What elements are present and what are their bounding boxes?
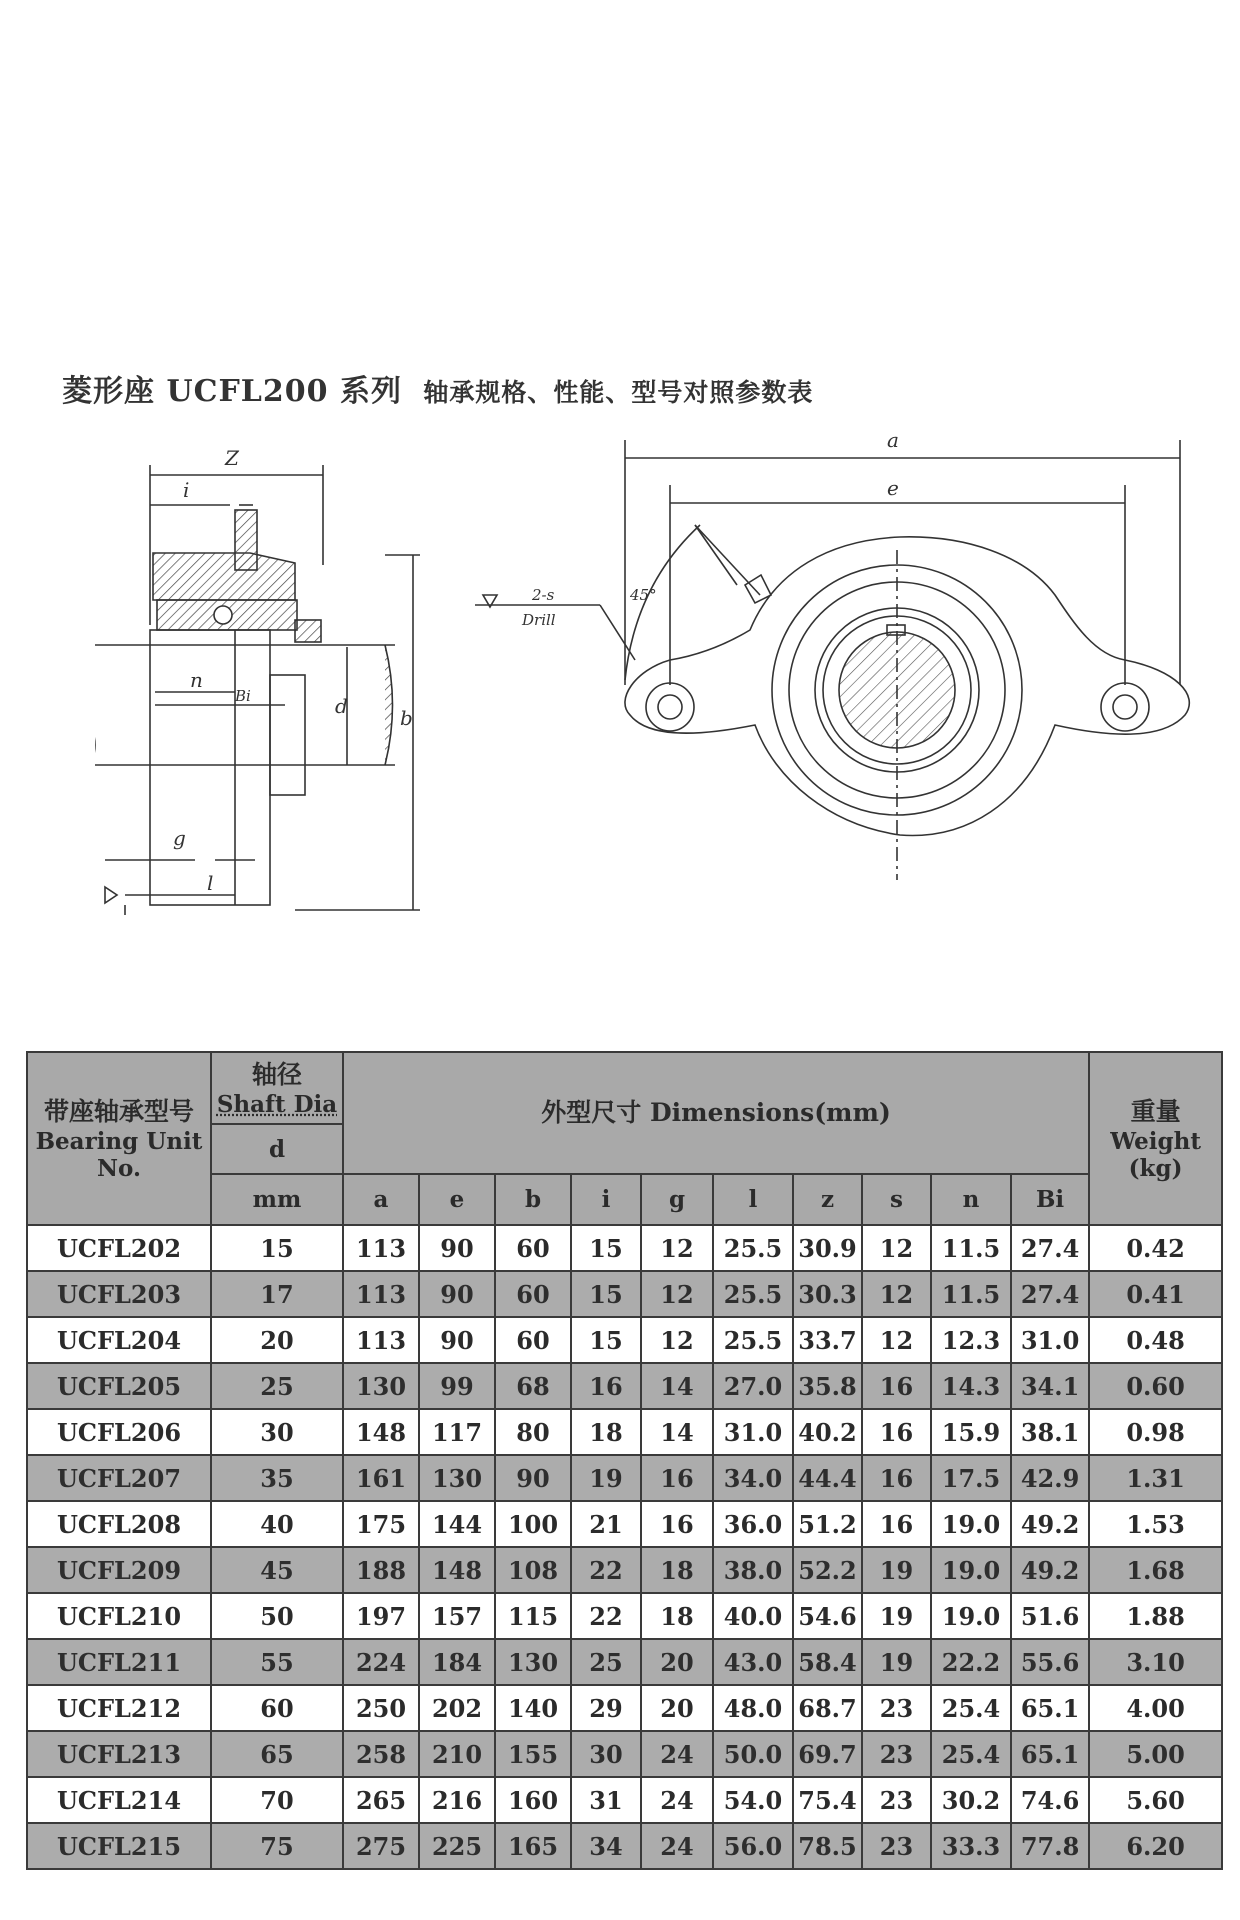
header-weight-cn: 重量 — [1130, 1096, 1181, 1126]
col-header-g: g — [641, 1174, 713, 1225]
cell-weight: 0.41 — [1089, 1271, 1222, 1317]
table-row — [27, 1501, 1222, 1547]
table-row — [27, 1317, 1222, 1363]
cell-bi: 42.9 — [1011, 1455, 1089, 1501]
header-shaft-unit: mm — [211, 1174, 343, 1225]
cell-b: 115 — [495, 1593, 571, 1639]
cell-bi: 74.6 — [1011, 1777, 1089, 1823]
cell-g: 14 — [641, 1363, 713, 1409]
cell-a: 265 — [343, 1777, 419, 1823]
cell-bi: 38.1 — [1011, 1409, 1089, 1455]
cell-e: 216 — [419, 1777, 495, 1823]
cell-i: 34 — [571, 1823, 641, 1869]
dim-label-e: e — [887, 476, 899, 500]
cell-b: 160 — [495, 1777, 571, 1823]
cell-model: UCFL202 — [27, 1225, 211, 1271]
cell-a: 275 — [343, 1823, 419, 1869]
cell-shaft-d: 60 — [211, 1685, 343, 1731]
col-header-s: s — [862, 1174, 931, 1225]
cell-l: 40.0 — [713, 1593, 793, 1639]
cell-i: 31 — [571, 1777, 641, 1823]
cell-e: 210 — [419, 1731, 495, 1777]
cell-z: 51.2 — [793, 1501, 862, 1547]
cell-weight: 6.20 — [1089, 1823, 1222, 1869]
cell-i: 22 — [571, 1547, 641, 1593]
cell-s: 12 — [862, 1317, 931, 1363]
cell-l: 36.0 — [713, 1501, 793, 1547]
table-row — [27, 1777, 1222, 1823]
cell-shaft-d: 25 — [211, 1363, 343, 1409]
cell-z: 30.3 — [793, 1271, 862, 1317]
page-title — [62, 366, 813, 410]
cell-g: 20 — [641, 1685, 713, 1731]
cell-b: 165 — [495, 1823, 571, 1869]
table-row — [27, 1225, 1222, 1271]
cell-b: 80 — [495, 1409, 571, 1455]
cell-g: 12 — [641, 1317, 713, 1363]
cell-s: 16 — [862, 1501, 931, 1547]
cell-l: 50.0 — [713, 1731, 793, 1777]
cell-e: 157 — [419, 1593, 495, 1639]
cell-i: 30 — [571, 1731, 641, 1777]
cell-model: UCFL215 — [27, 1823, 211, 1869]
cell-b: 90 — [495, 1455, 571, 1501]
cell-z: 44.4 — [793, 1455, 862, 1501]
cell-weight: 0.98 — [1089, 1409, 1222, 1455]
table-row — [27, 1639, 1222, 1685]
cell-bi: 65.1 — [1011, 1685, 1089, 1731]
cell-i: 15 — [571, 1317, 641, 1363]
cell-a: 113 — [343, 1225, 419, 1271]
cell-model: UCFL208 — [27, 1501, 211, 1547]
cell-z: 40.2 — [793, 1409, 862, 1455]
header-bearing-unit — [27, 1052, 211, 1225]
cell-n: 19.0 — [931, 1547, 1011, 1593]
cell-bi: 49.2 — [1011, 1547, 1089, 1593]
header-dimensions: 外型尺寸 Dimensions(mm) — [343, 1052, 1089, 1174]
cell-i: 25 — [571, 1639, 641, 1685]
cell-s: 12 — [862, 1225, 931, 1271]
cell-n: 30.2 — [931, 1777, 1011, 1823]
cell-a: 258 — [343, 1731, 419, 1777]
cell-weight: 3.10 — [1089, 1639, 1222, 1685]
cell-e: 99 — [419, 1363, 495, 1409]
cell-z: 33.7 — [793, 1317, 862, 1363]
cell-shaft-d: 20 — [211, 1317, 343, 1363]
cell-s: 16 — [862, 1455, 931, 1501]
table-row — [27, 1547, 1222, 1593]
cell-g: 24 — [641, 1777, 713, 1823]
header-unit-en-2: No. — [97, 1155, 141, 1183]
cell-model: UCFL210 — [27, 1593, 211, 1639]
top-view-drawing — [475, 425, 1195, 885]
cell-bi: 65.1 — [1011, 1731, 1089, 1777]
cell-weight: 0.42 — [1089, 1225, 1222, 1271]
dim-label-d: d — [335, 694, 348, 718]
spec-table — [26, 1051, 1223, 1870]
cell-shaft-d: 65 — [211, 1731, 343, 1777]
cell-g: 24 — [641, 1731, 713, 1777]
cell-l: 25.5 — [713, 1317, 793, 1363]
cell-l: 25.5 — [713, 1225, 793, 1271]
cell-z: 68.7 — [793, 1685, 862, 1731]
cell-shaft-d: 45 — [211, 1547, 343, 1593]
title-main: 菱形座 UCFL200 系列 — [62, 374, 402, 409]
cell-e: 184 — [419, 1639, 495, 1685]
cell-a: 175 — [343, 1501, 419, 1547]
cell-a: 224 — [343, 1639, 419, 1685]
cell-g: 16 — [641, 1501, 713, 1547]
drill-label: Drill — [522, 611, 556, 629]
cell-i: 15 — [571, 1225, 641, 1271]
cell-bi: 27.4 — [1011, 1225, 1089, 1271]
cell-weight: 1.88 — [1089, 1593, 1222, 1639]
spec-table-body — [27, 1225, 1222, 1869]
cell-model: UCFL204 — [27, 1317, 211, 1363]
table-row — [27, 1731, 1222, 1777]
cell-bi: 49.2 — [1011, 1501, 1089, 1547]
table-row — [27, 1823, 1222, 1869]
cell-a: 113 — [343, 1271, 419, 1317]
cell-l: 56.0 — [713, 1823, 793, 1869]
cell-weight: 1.68 — [1089, 1547, 1222, 1593]
table-row — [27, 1271, 1222, 1317]
dim-label-g: g — [173, 826, 186, 850]
cell-g: 14 — [641, 1409, 713, 1455]
header-weight-unit: (kg) — [1128, 1155, 1183, 1183]
cell-a: 197 — [343, 1593, 419, 1639]
cell-e: 148 — [419, 1547, 495, 1593]
cell-shaft-d: 70 — [211, 1777, 343, 1823]
cell-i: 16 — [571, 1363, 641, 1409]
cell-i: 18 — [571, 1409, 641, 1455]
cell-z: 78.5 — [793, 1823, 862, 1869]
cell-bi: 31.0 — [1011, 1317, 1089, 1363]
cell-s: 19 — [862, 1639, 931, 1685]
table-row — [27, 1409, 1222, 1455]
cell-a: 161 — [343, 1455, 419, 1501]
cell-a: 113 — [343, 1317, 419, 1363]
cell-g: 18 — [641, 1593, 713, 1639]
cell-s: 23 — [862, 1685, 931, 1731]
cell-weight: 1.31 — [1089, 1455, 1222, 1501]
cell-b: 155 — [495, 1731, 571, 1777]
cell-s: 12 — [862, 1271, 931, 1317]
cell-i: 29 — [571, 1685, 641, 1731]
cell-b: 60 — [495, 1317, 571, 1363]
cell-s: 23 — [862, 1731, 931, 1777]
dim-label-n: n — [190, 668, 203, 692]
col-header-b: b — [495, 1174, 571, 1225]
cell-s: 19 — [862, 1547, 931, 1593]
cell-e: 90 — [419, 1271, 495, 1317]
table-row — [27, 1685, 1222, 1731]
cell-weight: 0.48 — [1089, 1317, 1222, 1363]
col-header-bi: Bi — [1011, 1174, 1089, 1225]
cell-n: 17.5 — [931, 1455, 1011, 1501]
cell-n: 19.0 — [931, 1501, 1011, 1547]
cell-b: 130 — [495, 1639, 571, 1685]
cell-e: 144 — [419, 1501, 495, 1547]
cell-s: 19 — [862, 1593, 931, 1639]
col-header-a: a — [343, 1174, 419, 1225]
cell-n: 25.4 — [931, 1731, 1011, 1777]
cell-model: UCFL207 — [27, 1455, 211, 1501]
cell-s: 16 — [862, 1409, 931, 1455]
cell-weight: 4.00 — [1089, 1685, 1222, 1731]
cell-a: 188 — [343, 1547, 419, 1593]
dim-label-a: a — [887, 428, 899, 452]
cell-i: 22 — [571, 1593, 641, 1639]
cell-model: UCFL213 — [27, 1731, 211, 1777]
cell-n: 15.9 — [931, 1409, 1011, 1455]
cell-e: 225 — [419, 1823, 495, 1869]
cell-n: 12.3 — [931, 1317, 1011, 1363]
cell-weight: 1.53 — [1089, 1501, 1222, 1547]
cell-e: 90 — [419, 1317, 495, 1363]
cell-b: 60 — [495, 1225, 571, 1271]
cell-l: 34.0 — [713, 1455, 793, 1501]
cell-weight: 5.00 — [1089, 1731, 1222, 1777]
cell-model: UCFL205 — [27, 1363, 211, 1409]
col-header-n: n — [931, 1174, 1011, 1225]
cell-shaft-d: 40 — [211, 1501, 343, 1547]
cell-bi: 51.6 — [1011, 1593, 1089, 1639]
cell-shaft-d: 75 — [211, 1823, 343, 1869]
cell-n: 11.5 — [931, 1225, 1011, 1271]
cell-e: 117 — [419, 1409, 495, 1455]
table-row — [27, 1455, 1222, 1501]
cell-b: 100 — [495, 1501, 571, 1547]
header-weight — [1089, 1052, 1222, 1225]
dim-label-i: i — [183, 478, 190, 502]
cell-g: 20 — [641, 1639, 713, 1685]
cell-shaft-d: 50 — [211, 1593, 343, 1639]
cell-e: 90 — [419, 1225, 495, 1271]
cell-g: 18 — [641, 1547, 713, 1593]
title-sub: 轴承规格、性能、型号对照参数表 — [423, 378, 814, 407]
cell-n: 25.4 — [931, 1685, 1011, 1731]
cell-model: UCFL211 — [27, 1639, 211, 1685]
cell-n: 22.2 — [931, 1639, 1011, 1685]
cell-n: 33.3 — [931, 1823, 1011, 1869]
cell-s: 16 — [862, 1363, 931, 1409]
col-header-l: l — [713, 1174, 793, 1225]
cell-b: 140 — [495, 1685, 571, 1731]
cell-s: 23 — [862, 1823, 931, 1869]
cell-g: 12 — [641, 1225, 713, 1271]
cell-l: 27.0 — [713, 1363, 793, 1409]
cell-i: 21 — [571, 1501, 641, 1547]
cell-z: 69.7 — [793, 1731, 862, 1777]
cell-g: 24 — [641, 1823, 713, 1869]
angle-label-45: 45° — [630, 586, 657, 604]
cell-a: 148 — [343, 1409, 419, 1455]
header-shaft-d: d — [211, 1124, 343, 1174]
table-row — [27, 1363, 1222, 1409]
cell-shaft-d: 17 — [211, 1271, 343, 1317]
cell-b: 60 — [495, 1271, 571, 1317]
cell-bi: 34.1 — [1011, 1363, 1089, 1409]
cell-a: 250 — [343, 1685, 419, 1731]
header-shaft-cn: 轴径 — [251, 1059, 302, 1089]
side-view-drawing — [95, 435, 450, 915]
header-shaft — [211, 1052, 343, 1124]
cell-a: 130 — [343, 1363, 419, 1409]
cell-shaft-d: 30 — [211, 1409, 343, 1455]
cell-e: 202 — [419, 1685, 495, 1731]
cell-l: 54.0 — [713, 1777, 793, 1823]
cell-model: UCFL206 — [27, 1409, 211, 1455]
cell-n: 19.0 — [931, 1593, 1011, 1639]
cell-g: 12 — [641, 1271, 713, 1317]
cell-bi: 77.8 — [1011, 1823, 1089, 1869]
header-shaft-en: Shaft Dia — [216, 1091, 338, 1119]
cell-z: 75.4 — [793, 1777, 862, 1823]
cell-s: 23 — [862, 1777, 931, 1823]
cell-shaft-d: 15 — [211, 1225, 343, 1271]
dim-label-bi: Bi — [235, 687, 251, 705]
cell-z: 54.6 — [793, 1593, 862, 1639]
cell-l: 43.0 — [713, 1639, 793, 1685]
cell-z: 58.4 — [793, 1639, 862, 1685]
header-unit-en-1: Bearing Unit — [35, 1128, 203, 1156]
dim-label-z: Z — [225, 446, 239, 470]
cell-shaft-d: 55 — [211, 1639, 343, 1685]
cell-model: UCFL214 — [27, 1777, 211, 1823]
cell-n: 11.5 — [931, 1271, 1011, 1317]
cell-i: 19 — [571, 1455, 641, 1501]
cell-z: 30.9 — [793, 1225, 862, 1271]
cell-model: UCFL203 — [27, 1271, 211, 1317]
table-row — [27, 1593, 1222, 1639]
header-unit-cn: 带座轴承型号 — [43, 1096, 194, 1126]
cell-l: 25.5 — [713, 1271, 793, 1317]
header-weight-en: Weight — [1110, 1128, 1201, 1156]
cell-e: 130 — [419, 1455, 495, 1501]
cell-g: 16 — [641, 1455, 713, 1501]
col-header-z: z — [793, 1174, 862, 1225]
cell-z: 52.2 — [793, 1547, 862, 1593]
cell-l: 31.0 — [713, 1409, 793, 1455]
drill-label-2s: 2-s — [532, 586, 555, 604]
col-header-i: i — [571, 1174, 641, 1225]
col-header-e: e — [419, 1174, 495, 1225]
cell-weight: 5.60 — [1089, 1777, 1222, 1823]
cell-l: 48.0 — [713, 1685, 793, 1731]
dim-label-l: l — [207, 871, 214, 895]
dim-label-b: b — [400, 706, 413, 730]
cell-b: 68 — [495, 1363, 571, 1409]
cell-b: 108 — [495, 1547, 571, 1593]
cell-bi: 27.4 — [1011, 1271, 1089, 1317]
cell-model: UCFL212 — [27, 1685, 211, 1731]
cell-bi: 55.6 — [1011, 1639, 1089, 1685]
cell-model: UCFL209 — [27, 1547, 211, 1593]
cell-weight: 0.60 — [1089, 1363, 1222, 1409]
cell-l: 38.0 — [713, 1547, 793, 1593]
cell-z: 35.8 — [793, 1363, 862, 1409]
cell-shaft-d: 35 — [211, 1455, 343, 1501]
cell-n: 14.3 — [931, 1363, 1011, 1409]
cell-i: 15 — [571, 1271, 641, 1317]
